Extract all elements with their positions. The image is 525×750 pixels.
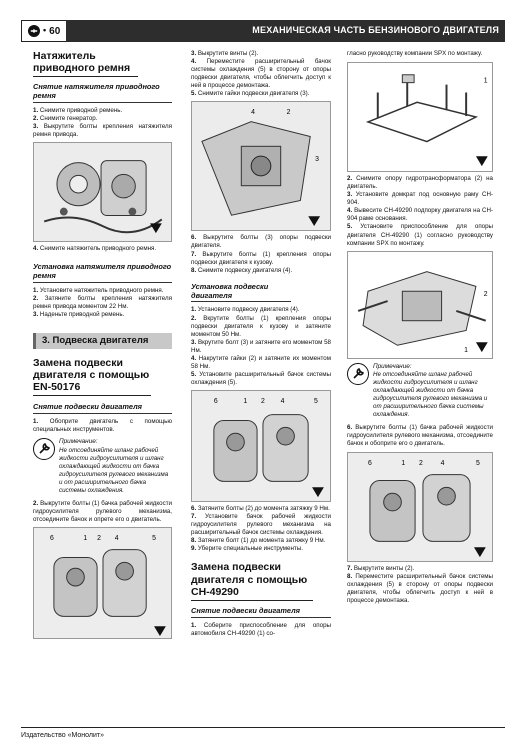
step: 3. Вкрутите болт (3) и затяните его моментом 58 Нм. bbox=[191, 338, 331, 354]
step: 6. Выкрутите болты (1) бачка рабочей жидкости гидроусилителя рулевого механизма, отсоедините бачок и обоприте его о двигатель. bbox=[347, 424, 493, 448]
subsection-mount-removal: Снятие подвески двигателя bbox=[33, 403, 172, 414]
step: 6. Выкрутите болты (3) опоры подвески двигателя. bbox=[191, 234, 331, 250]
svg-text:2: 2 bbox=[286, 109, 291, 117]
page-number-block bbox=[21, 20, 66, 42]
step: 4. Вывесите CH-49290 подпорку двигателя на CH-904 раме основания. bbox=[347, 207, 493, 223]
svg-text:4: 4 bbox=[280, 397, 285, 405]
step: 1. Соберите приспособление для опоры автомобиля CH-49290 (1) со- bbox=[191, 621, 331, 637]
separator-dot: • bbox=[43, 25, 47, 36]
page-footer bbox=[21, 727, 505, 740]
svg-text:5: 5 bbox=[152, 535, 156, 543]
step: 8. Переместите расширительный бачок системы охлаждения (5) в сторону от опоры подвески двигателя, чтобы облегчить доступ к ней в процессе демонтажа. bbox=[347, 572, 493, 604]
svg-text:6: 6 bbox=[367, 459, 372, 467]
wrench-warning-icon bbox=[347, 363, 369, 385]
subsection-mount-install: Установка подвески двигателя bbox=[191, 283, 291, 303]
chapter-title: МЕХАНИЧЕСКАЯ ЧАСТЬ БЕНЗИНОВОГО ДВИГАТЕЛЯ bbox=[66, 20, 505, 42]
section-title-ch49290: Замена подвески двигателя с помощью CH-49290 bbox=[191, 561, 313, 600]
page-header bbox=[21, 20, 505, 42]
figure-ch49290-frame bbox=[347, 62, 493, 172]
svg-text:6: 6 bbox=[49, 535, 54, 543]
step: 3. Выкрутите болты крепления натяжителя ремня привода. bbox=[33, 123, 172, 139]
publisher-name: Издательство «Монолит» bbox=[21, 732, 105, 739]
svg-text:1: 1 bbox=[83, 535, 88, 543]
step: 4. Накрутите гайки (2) и затяните их моментом 58 Нм. bbox=[191, 354, 331, 370]
section-title-en50176: Замена подвески двигателя с помощью EN-50176 bbox=[33, 357, 151, 396]
svg-text:2: 2 bbox=[483, 290, 488, 298]
step: 2. Снимите опору гидротрансформатора (2) на двигатель. bbox=[347, 175, 493, 191]
figure-engine-support bbox=[347, 251, 493, 359]
step: 5. Снимите гайки подвески двигателя (3). bbox=[191, 90, 310, 98]
step: 6. Затяните болты (2) до момента затяжку 9 Нм. bbox=[191, 505, 330, 513]
svg-text:1: 1 bbox=[483, 77, 488, 85]
note-block bbox=[33, 438, 172, 495]
svg-text:2: 2 bbox=[261, 397, 265, 405]
step: 3. Выкрутите винты (2). bbox=[191, 50, 259, 57]
svg-text:4: 4 bbox=[251, 109, 255, 117]
note-block bbox=[347, 363, 493, 420]
step: 2. Вкрутите болты (1) крепления опоры подвески двигателя к кузову и затяните моментом 50 Нм. bbox=[191, 314, 331, 338]
step: 1. Установите натяжитель приводного ремня. bbox=[33, 286, 164, 294]
svg-text:1: 1 bbox=[464, 346, 468, 354]
step: 7. Выкрутите болты (1) крепления опоры подвески двигателя к кузову. bbox=[191, 250, 331, 266]
step: 8. Затяните болт (1) до момента затяжку 9 Нм. bbox=[191, 537, 326, 545]
svg-text:4: 4 bbox=[114, 535, 119, 543]
paragraph-continued: гласно руководству компании SPX по монтажу. bbox=[347, 50, 483, 57]
figure-reservoir-removal bbox=[347, 452, 493, 562]
step: 7. Установите бачок рабочей жидкости гидроусилителя рулевого механизма на расширительный бачок системы охлаждения. bbox=[191, 513, 331, 537]
column-1 bbox=[33, 50, 172, 639]
figure-engine-mount bbox=[191, 101, 331, 231]
svg-text:4: 4 bbox=[440, 459, 445, 467]
svg-text:1: 1 bbox=[401, 459, 406, 467]
step: 9. Уберите специальные инструменты. bbox=[191, 545, 303, 553]
chevrolet-logo-icon bbox=[28, 25, 40, 37]
section-bar-engine-mount: 3. Подвеска двигателя bbox=[33, 333, 172, 349]
subsection-tensioner-removal: Снятие натяжителя приводного ремня bbox=[33, 83, 172, 103]
step: 1. Снимите приводной ремень. bbox=[33, 106, 123, 114]
section-title-tensioner: Натяжитель приводного ремня bbox=[33, 50, 138, 77]
figure-belt-tensioner bbox=[33, 142, 172, 242]
svg-text:5: 5 bbox=[475, 459, 480, 467]
svg-text:2: 2 bbox=[97, 535, 101, 543]
note-title: Примечание: bbox=[59, 438, 98, 446]
step: 4. Снимите натяжитель приводного ремня. bbox=[33, 245, 157, 253]
column-3 bbox=[347, 50, 493, 605]
step: 2. Выкрутите болты (1) бачка рабочей жидкости гидроусилителя рулевого механизма, отсоедините бачок и опрете его о двигатель. bbox=[33, 500, 172, 524]
step: 3. Наденьте приводной ремень. bbox=[33, 311, 125, 319]
svg-text:6: 6 bbox=[213, 397, 218, 405]
step: 5. Установите приспособление для опоры двигателя CH-49290 (1) согласно руководству компании SPX по монтажу. bbox=[347, 223, 493, 247]
step: 3. Установите домкрат под основную раму CH-904. bbox=[347, 191, 493, 207]
step: 2. Снимите генератор. bbox=[33, 114, 98, 122]
step: 1. Обоприте двигатель с помощью специальных инструментов. bbox=[33, 418, 172, 434]
column-2 bbox=[191, 50, 331, 638]
svg-text:2: 2 bbox=[419, 459, 423, 467]
subsection-tensioner-install: Установка натяжителя приводного ремня bbox=[33, 263, 172, 283]
figure-reservoir-install bbox=[191, 390, 331, 502]
step: 7. Выкрутите винты (2). bbox=[347, 564, 415, 572]
wrench-warning-icon bbox=[33, 438, 55, 460]
svg-text:5: 5 bbox=[314, 397, 318, 405]
svg-text:3: 3 bbox=[315, 156, 319, 164]
note-title: Примечание: bbox=[373, 362, 412, 370]
step: 4. Переместите расширительный бачок системы охлаждения (5) в сторону от опоры подвески двигателя, чтобы облегчить доступ к ней в процессе демонтажа. bbox=[191, 58, 331, 90]
subsection-mount-removal-ch: Снятие подвески двигателя bbox=[191, 607, 331, 618]
page-number: 60 bbox=[49, 25, 61, 37]
step: 1. Установите подвеску двигателя (4). bbox=[191, 306, 300, 314]
svg-text:1: 1 bbox=[243, 397, 248, 405]
step: 2. Затяните болты крепления натяжителя ремня привода моментом 22 Нм. bbox=[33, 295, 172, 311]
note-text: Не отсоединяйте шланг рабочей жидкости гидроусилителя и шланг охлаждающей жидкости от бачка гидроусилителя рулевого механизма и от расширительного бачка системы охлаждения. bbox=[373, 370, 488, 419]
figure-power-steering-reservoir bbox=[33, 527, 172, 639]
note-text: Не отсоединяйте шланг рабочей жидкости гидроусилителя и шланг охлаждающей жидкости от бачка гидроусилителя рулевого механизма и от расширительного бачка системы охлаждения. bbox=[59, 446, 169, 495]
step: 5. Установите расширительный бачок системы охлаждения (5). bbox=[191, 370, 331, 386]
step: 8. Снимите подвеску двигателя (4). bbox=[191, 266, 293, 274]
